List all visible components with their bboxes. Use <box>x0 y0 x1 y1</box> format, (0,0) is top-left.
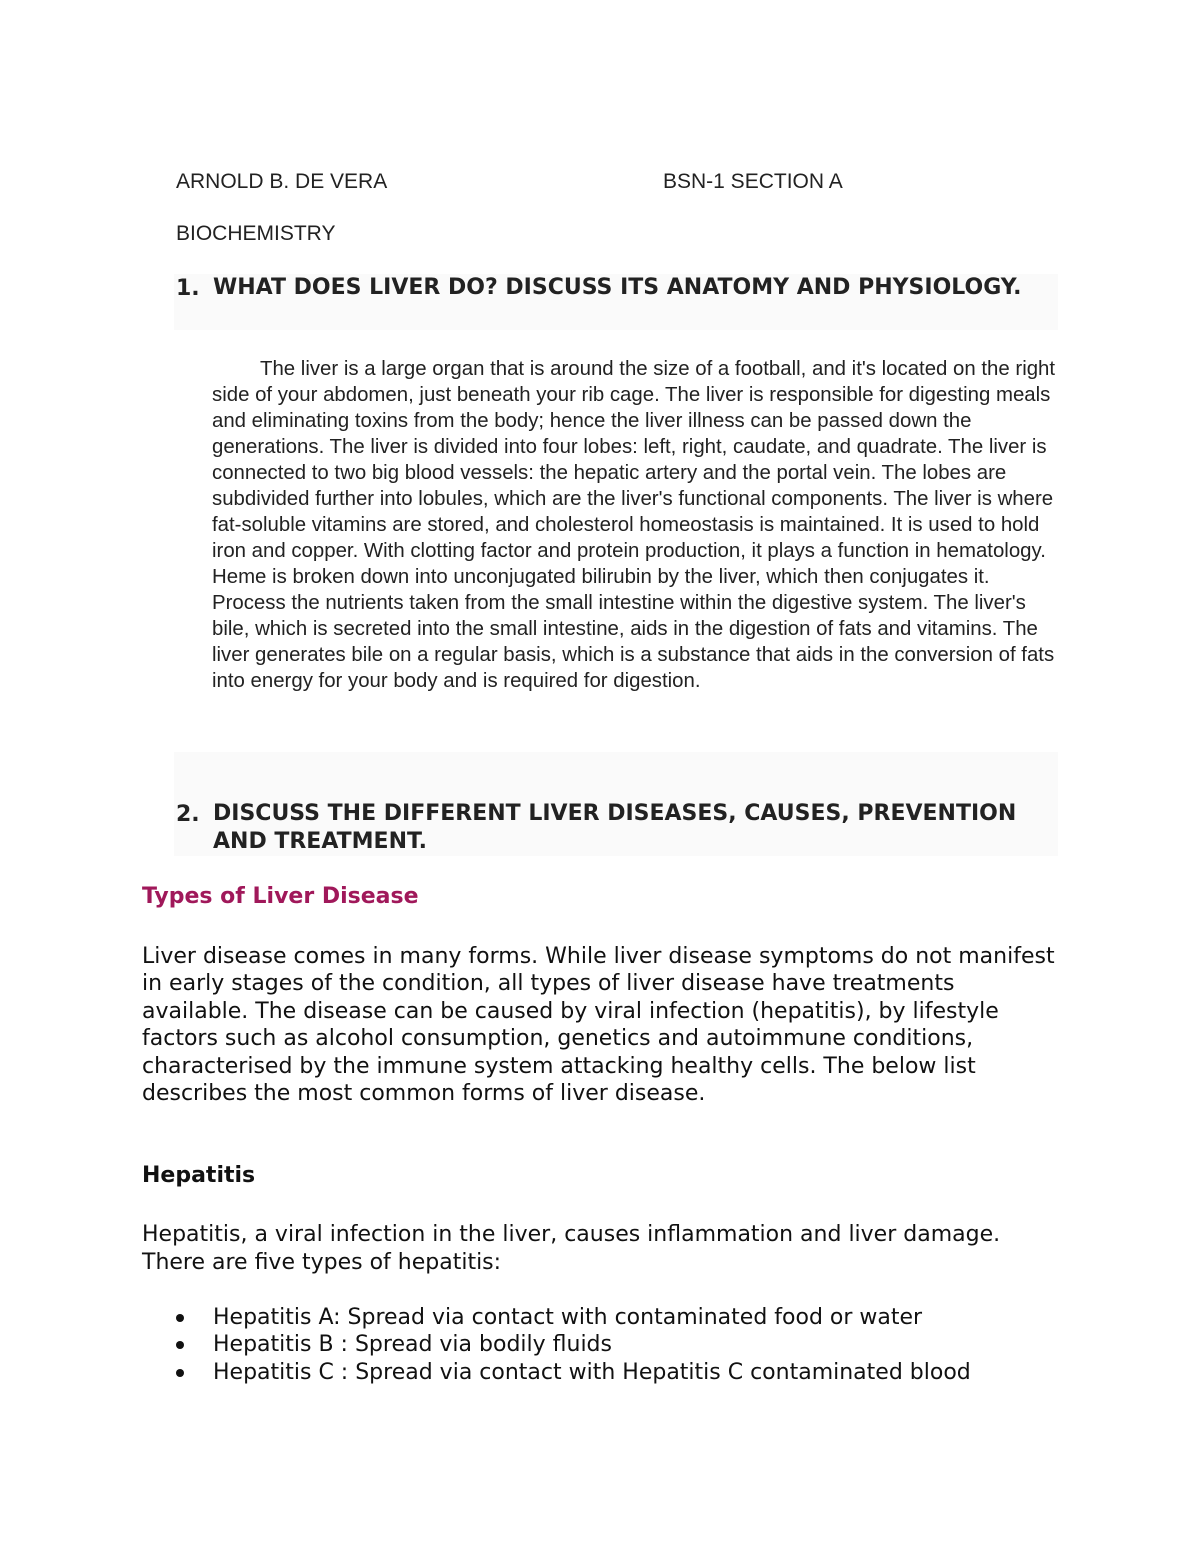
hepatitis-intro-paragraph: Hepatitis, a viral infection in the liver, causes inflammation and liver damage. There are five types of hepatitis: <box>142 1222 1001 1275</box>
list-item <box>142 1304 1102 1331</box>
hepatitis-heading: Hepatitis <box>142 1163 256 1188</box>
list-item <box>142 1359 1102 1386</box>
liver-disease-intro-paragraph: Liver disease comes in many forms. While liver disease symptoms do not manifest in early stages of the condition, all types of liver disease have treatments available. The disease can be caused by viral infection (hepatitis), by lifestyle factors such as alcohol consumption, genetics and autoimmune conditions, characterised by the immune system attacking healthy cells. The below list describes the most common forms of liver disease. <box>142 944 1055 1107</box>
question-2-number: 2. <box>176 802 200 827</box>
student-section: BSN-1 SECTION A <box>663 170 843 193</box>
student-name: ARNOLD B. DE VERA <box>176 170 388 193</box>
question-1-number: 1. <box>176 276 200 301</box>
question-2-text: DISCUSS THE DIFFERENT LIVER DISEASES, CAUSES, PREVENTION AND TREATMENT. <box>213 801 1017 854</box>
hepatitis-types-list <box>142 1304 1102 1386</box>
question-1-text: WHAT DOES LIVER DO? DISCUSS ITS ANATOMY AND PHYSIOLOGY. <box>213 275 1022 300</box>
list-item-text: Hepatitis B : Spread via bodily fluids <box>213 1332 612 1358</box>
bullet-icon <box>176 1369 184 1377</box>
types-of-liver-disease-heading: Types of Liver Disease <box>142 884 419 909</box>
list-item-text: Hepatitis C : Spread via contact with Hepatitis C contaminated blood <box>213 1359 971 1385</box>
bullet-icon <box>176 1341 184 1349</box>
list-item-text: Hepatitis A: Spread via contact with contaminated food or water <box>213 1305 923 1330</box>
subject-title: BIOCHEMISTRY <box>176 222 336 245</box>
bullet-icon <box>176 1314 184 1322</box>
answer-1-paragraph: The liver is a large organ that is around the size of a football, and it's located on the right side of your abdomen, just beneath your rib cage. The liver is responsible for digesting meals and eliminating toxins from the body; hence the liver illness can be passed down the generations. The liver is divided into four lobes: left, right, caudate, and quadrate. The liver is connected to two big blood vessels: the hepatic artery and the portal vein. The lobes are subdivided further into lobules, which are the liver's functional components. The liver is where fat-soluble vitamins are stored, and cholesterol homeostasis is maintained. It is used to hold iron and copper. With clotting factor and protein production, it plays a function in hematology. Heme is broken down into unconjugated bilirubin by the liver, which then conjugates it. Process the nutrients taken from the small intestine within the digestive system. The liver's bile, which is secreted into the small intestine, aids in the digestion of fats and vitamins. The liver generates bile on a regular basis, which is a substance that aids in the conversion of fats into energy for your body and is required for digestion. <box>212 358 1056 692</box>
list-item <box>142 1331 1102 1358</box>
